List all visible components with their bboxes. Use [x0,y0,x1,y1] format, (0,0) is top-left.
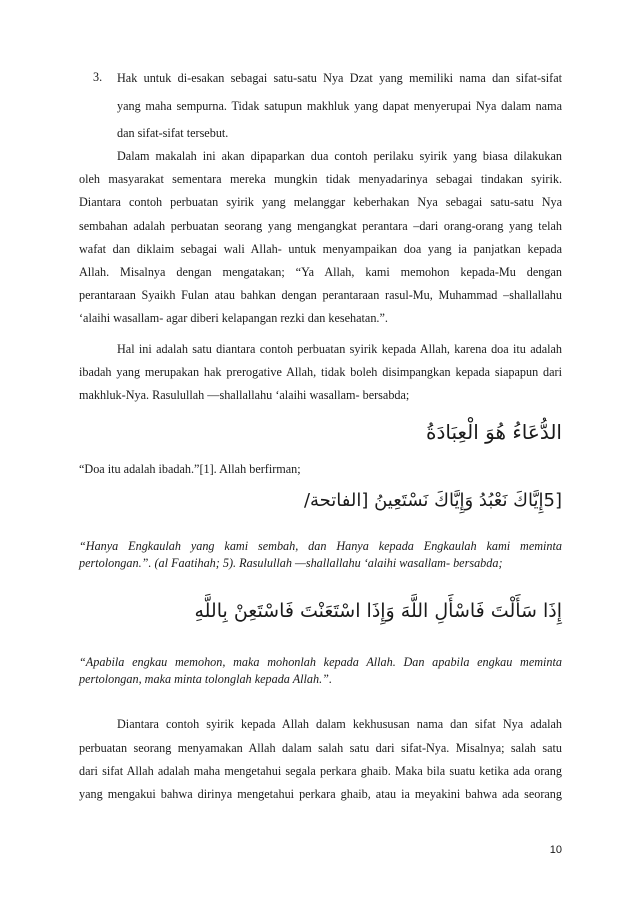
translation-line: pertolongan, maka minta tolonglah kepada Allah.”. [79,672,332,686]
paragraph-line: Allah. Misalnya dengan mengatakan; “Ya Allah, kami memohon kepada-Mu dengan [79,265,562,279]
translation-line: pertolongan.”. (al Faatihah; 5). Rasulullah —shallallahu ‘alaihi wasallam- bersabda; [79,556,503,570]
paragraph-line: makhluk-Nya. Rasulullah —shallallahu ‘alaihi wasallam- bersabda; [79,388,410,402]
paragraph-line: sembahan adalah perbuatan seorang yang mengangkat perantara –dari orang-orang yang telah [79,219,562,233]
paragraph-line: oleh masyarakat sementara mereka mungkin tidak menyadarinya sebagai tindakan syirik. [79,172,562,186]
list-item-line: dan sifat-sifat tersebut. [117,126,229,140]
paragraph-line: Diantara contoh syirik kepada Allah dalam kekhususan nama dan sifat Nya adalah [117,717,562,731]
paragraph-line: perbuatan seorang menyamakan Allah dalam salah satu dari sifat-Nya. Misalnya; salah satu [79,741,562,755]
paragraph-line: yang mengakui bahwa dirinya mengetahui perkara ghaib, atau ia meyakini bahwa ada seorang [79,787,562,801]
paragraph-line: ‘alaihi wasallam- agar diberi kelapangan rezki dan kesehatan.”. [79,311,388,325]
paragraph-line: ibadah yang merupakan hak prerogative Allah, tidak boleh disimpangkan kepada siapapun dari [79,365,562,379]
paragraph-line: Hal ini adalah satu diantara contoh perbuatan syirik kepada Allah, karena doa itu adalah [117,342,562,356]
translation-line: “Apabila engkau memohon, maka mohonlah kepada Allah. Dan apabila engkau meminta [79,655,562,669]
list-item-line: yang maha sempurna. Tidak satupun makhluk yang dapat menyerupai Nya dalam nama [117,99,562,113]
list-item-line: Hak untuk di-esakan sebagai satu-satu Nya Dzat yang memiliki nama dan sifat-sifat [117,71,562,85]
translation-line: “Doa itu adalah ibadah.”[1]. Allah berfirman; [79,462,301,476]
list-number: 3. [93,70,103,84]
paragraph-line: wafat dan diklaim sebagai wali Allah- untuk menyampaikan doa yang ia panjatkan kepada [79,242,562,256]
translation-line: “Hanya Engkaulah yang kami sembah, dan Hanya kepada Engkaulah kami meminta [79,539,562,553]
paragraph-line: dari sifat Allah adalah maha mengetahui segala perkara ghaib. Maka bila suatu ketika ada orang [79,764,562,778]
paragraph-line: perantaraan Syaikh Fulan atau bahkan dengan perantaraan rasul-Mu, Muhammad –shallallahu [79,288,562,302]
paragraph-line: Diantara contoh perbuatan syirik yang melanggar keberhakan Nya sebagai satu-satu Nya [79,195,562,209]
arabic-hadith: الدُّعَاءُ هُوَ الْعِبَادَةُ [426,420,562,444]
page-number: 10 [549,844,562,856]
arabic-hadith: إِذَا سَأَلْتَ فَاسْأَلِ اللَّهَ وَإِذَا اسْتَعَنْتَ فَاسْتَعِنْ بِاللَّهِ [194,600,562,622]
paragraph-line: Dalam makalah ini akan dipaparkan dua contoh perilaku syirik yang biasa dilakukan [117,149,562,163]
arabic-verse: [5إِيَّاكَ نَعْبُدُ وَإِيَّاكَ نَسْتَعِينُ [الفاتحة/ [303,490,562,511]
